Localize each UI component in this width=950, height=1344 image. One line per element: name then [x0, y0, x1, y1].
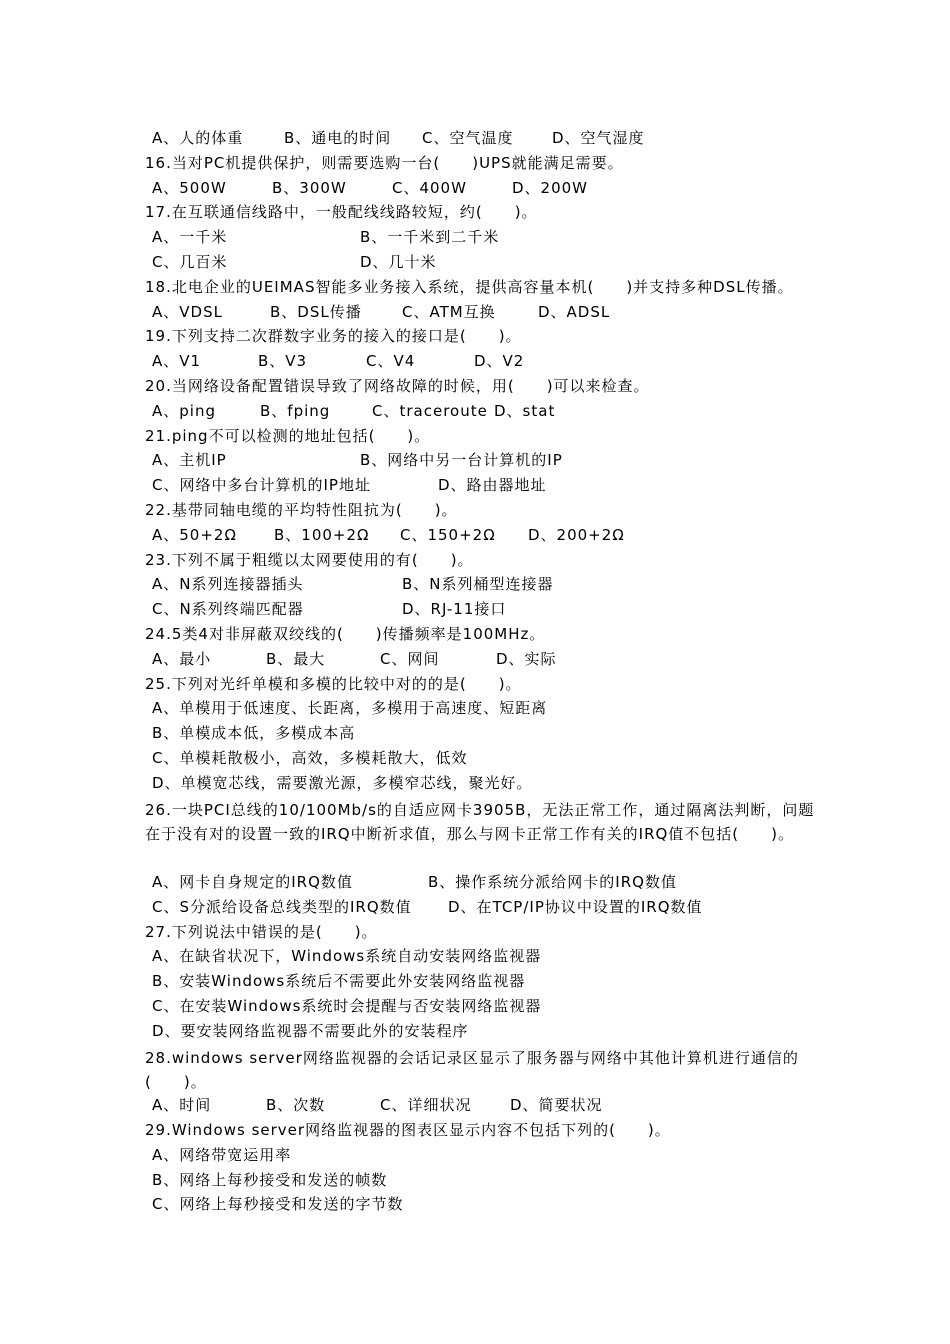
answer-option: C、traceroute — [372, 401, 488, 420]
answer-option: D、V2 — [474, 352, 525, 371]
question-text: 21.ping不可以检测的地址包括( )。 — [145, 426, 431, 445]
answer-option: C、空气温度 — [422, 129, 514, 147]
answer-option: B、网络上每秒接受和发送的帧数 — [152, 1170, 388, 1189]
answer-option: D、在TCP/IP协议中设置的IRQ数值 — [448, 897, 703, 916]
question-text: 20.当网络设备配置错误导致了网络故障的时候，用( )可以来检查。 — [145, 377, 650, 395]
answer-option: B、次数 — [266, 1096, 326, 1115]
answer-option: D、200W — [512, 178, 589, 197]
question-text: 27.下列说法中错误的是( )。 — [145, 922, 378, 941]
answer-option: A、N系列连接器插头 — [152, 575, 304, 594]
answer-option: C、网络上每秒接受和发送的字节数 — [152, 1195, 404, 1214]
question-text: 24.5类4对非屏蔽双绞线的( )传播频率是100MHz。 — [145, 625, 546, 643]
answer-option: D、空气湿度 — [552, 129, 645, 147]
question-text: 16.当对PC机提供保护，则需要选购一台( )UPS就能满足需要。 — [145, 153, 624, 172]
answer-option: C、在安装Windows系统时会提醒与否安装网络监视器 — [152, 997, 542, 1015]
answer-option: C、网间 — [380, 649, 440, 668]
question-text: 28.windows server网络监视器的会话记录区显示了服务器与网络中其他计算机进行通信的( )。 — [145, 1048, 799, 1092]
answer-option: D、路由器地址 — [438, 476, 547, 495]
question-text: 22.基带同轴电缆的平均特性阻抗为( )。 — [145, 501, 458, 519]
answer-option: A、V1 — [152, 352, 202, 371]
answer-option: D、stat — [494, 401, 556, 420]
answer-option: D、要安装网络监视器不需要此外的安装程序 — [152, 1021, 469, 1040]
answer-option: C、150+2Ω — [400, 525, 496, 544]
answer-option: B、通电的时间 — [284, 129, 392, 147]
answer-option: A、500W — [152, 178, 227, 197]
answer-option: C、单模耗散极小，高效，多模耗散大，低效 — [152, 749, 468, 767]
answer-option: B、300W — [272, 178, 347, 197]
answer-option: A、时间 — [152, 1096, 212, 1115]
answer-option: A、50+2Ω — [152, 525, 237, 544]
answer-option: C、N系列终端匹配器 — [152, 600, 304, 619]
answer-option: C、ATM互换 — [402, 302, 496, 321]
answer-option: A、网卡自身规定的IRQ数值 — [152, 873, 353, 891]
answer-option: B、100+2Ω — [274, 525, 370, 544]
question-text: 23.下列不属于粗缆以太网要使用的有( )。 — [145, 550, 474, 569]
answer-option: A、在缺省状况下，Windows系统自动安装网络监视器 — [152, 947, 542, 966]
answer-option: B、N系列桶型连接器 — [402, 575, 554, 594]
answer-option: C、几百米 — [152, 253, 228, 271]
answer-option: D、简要状况 — [510, 1096, 603, 1115]
answer-option: B、操作系统分派给网卡的IRQ数值 — [428, 873, 677, 891]
answer-option: B、最大 — [266, 649, 326, 668]
answer-option: B、V3 — [258, 352, 308, 371]
question-text: 26.一块PCI总线的10/100Mb/s的自适应网卡3905B，无法正常工作，通过隔离法判断，问题在于没有对的设置一致的IRQ中断祈求值，那么与网卡正常工作有关的IRQ值不包括( )。 — [145, 800, 815, 844]
question-text: 25.下列对光纤单模和多模的比较中对的的是( )。 — [145, 674, 522, 693]
answer-option: B、一千米到二千米 — [360, 228, 500, 247]
answer-option: D、RJ-11接口 — [402, 600, 507, 619]
answer-option: A、一千米 — [152, 228, 228, 247]
answer-option: B、单模成本低，多模成本高 — [152, 724, 356, 743]
answer-option: D、200+2Ω — [528, 525, 625, 544]
answer-option: A、主机IP — [152, 451, 227, 470]
answer-option: A、VDSL — [152, 302, 223, 321]
answer-option: A、人的体重 — [152, 129, 244, 147]
answer-option: C、S分派给设备总线类型的IRQ数值 — [152, 897, 412, 916]
answer-option: D、ADSL — [538, 302, 611, 321]
answer-option: C、网络中多台计算机的IP地址 — [152, 476, 371, 495]
answer-option: C、V4 — [366, 352, 416, 371]
question-text: 17.在互联通信线路中，一般配线线路较短，约( )。 — [145, 203, 538, 222]
answer-option: D、几十米 — [360, 253, 437, 271]
answer-option: A、ping — [152, 401, 216, 420]
answer-option: A、网络带宽运用率 — [152, 1145, 292, 1164]
question-text: 18.北电企业的UEIMAS智能多业务接入系统，提供高容量本机( )并支持多种DSL传播。 — [145, 277, 794, 296]
answer-option: C、400W — [392, 178, 467, 197]
answer-option: C、详细状况 — [380, 1096, 472, 1115]
answer-option: D、实际 — [496, 649, 557, 668]
answer-option: B、DSL传播 — [270, 302, 362, 321]
answer-option: D、单模宽芯线，需要激光源，多模窄芯线，聚光好。 — [152, 773, 533, 792]
answer-option: B、fping — [260, 401, 331, 420]
answer-option: B、安装Windows系统后不需要此外安装网络监视器 — [152, 972, 526, 991]
question-text: 19.下列支持二次群数字业务的接入的接口是( )。 — [145, 327, 522, 346]
answer-option: B、网络中另一台计算机的IP — [360, 451, 563, 470]
answer-option: A、最小 — [152, 649, 212, 668]
answer-option: A、单模用于低速度、长距离，多模用于高速度、短距离 — [152, 699, 548, 718]
question-text: 29.Windows server网络监视器的图表区显示内容不包括下列的( )。 — [145, 1121, 671, 1139]
